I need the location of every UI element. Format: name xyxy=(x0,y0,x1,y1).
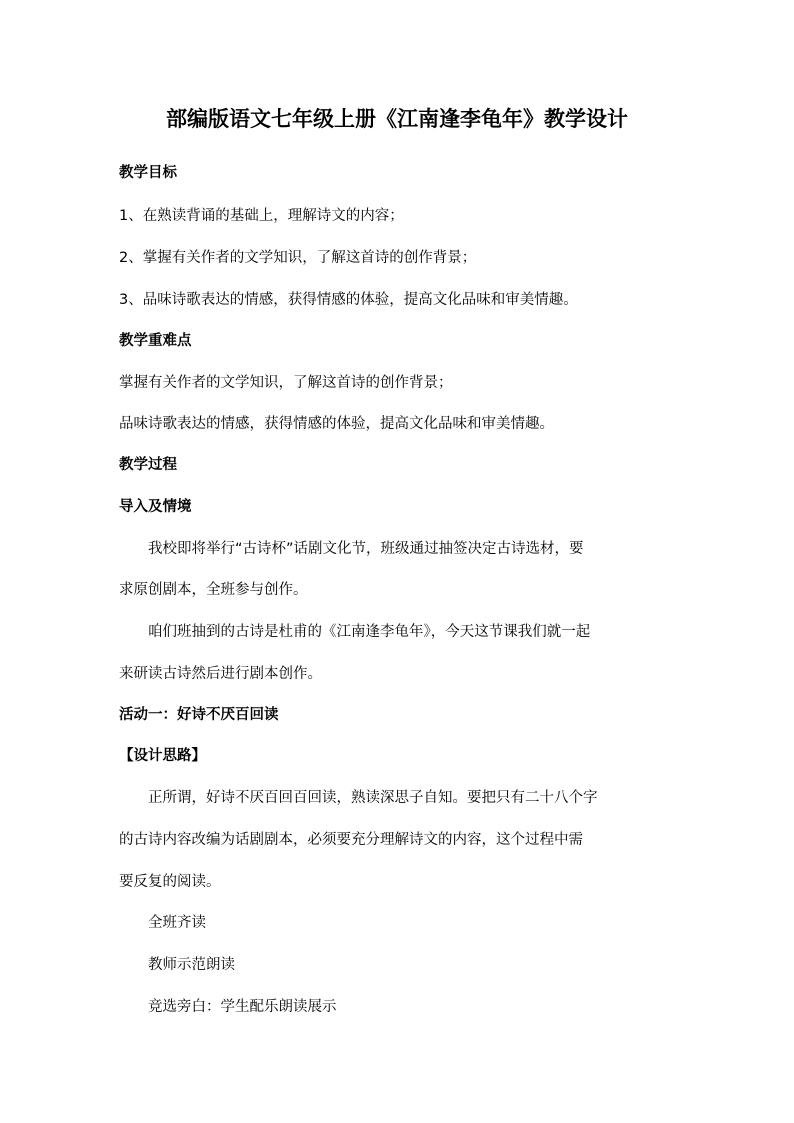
goal-item-2: 2、掌握有关作者的文学知识，了解这首诗的创作背景； xyxy=(119,250,477,266)
design-heading: 【设计思路】 xyxy=(119,748,206,764)
intro-paragraph-2-line-2: 来研读古诗然后进行剧本创作。 xyxy=(119,666,322,682)
process-heading: 教学过程 xyxy=(119,457,177,473)
document-title: 部编版语文七年级上册《江南逢李龟年》教学设计 xyxy=(166,107,628,131)
step-item-1: 全班齐读 xyxy=(148,915,206,931)
difficulty-item-2: 品味诗歌表达的情感，获得情感的体验，提高文化品味和审美情趣。 xyxy=(119,416,554,432)
goal-item-1: 1、在熟读背诵的基础上，理解诗文的内容； xyxy=(119,208,404,224)
design-paragraph-line-3: 要反复的阅读。 xyxy=(119,874,221,890)
intro-heading: 导入及情境 xyxy=(119,499,192,515)
intro-paragraph-1-line-2: 求原创剧本，全班参与创作。 xyxy=(119,582,308,598)
difficulty-item-1: 掌握有关作者的文学知识，了解这首诗的创作背景； xyxy=(119,375,453,391)
step-item-3: 竞选旁白：学生配乐朗读展示 xyxy=(148,999,337,1015)
difficulty-heading: 教学重难点 xyxy=(119,333,192,349)
goal-item-3: 3、品味诗歌表达的情感，获得情感的体验，提高文化品味和审美情趣。 xyxy=(119,292,578,308)
design-paragraph-line-2: 的古诗内容改编为话剧剧本，必须要充分理解诗文的内容，这个过程中需 xyxy=(119,832,583,848)
intro-paragraph-2-line-1: 咱们班抽到的古诗是杜甫的《江南逢李龟年》，今天这节课我们就一起 xyxy=(148,624,591,640)
design-paragraph-line-1: 正所谓，好诗不厌百回百回读，熟读深思子自知。要把只有二十八个字 xyxy=(148,790,598,806)
intro-paragraph-1-line-1: 我校即将举行“古诗杯”话剧文化节，班级通过抽签决定古诗选材，要 xyxy=(148,541,584,557)
step-item-2: 教师示范朗读 xyxy=(148,957,235,973)
goals-heading: 教学目标 xyxy=(119,165,177,181)
activity1-heading: 活动一：好诗不厌百回读 xyxy=(119,707,279,723)
